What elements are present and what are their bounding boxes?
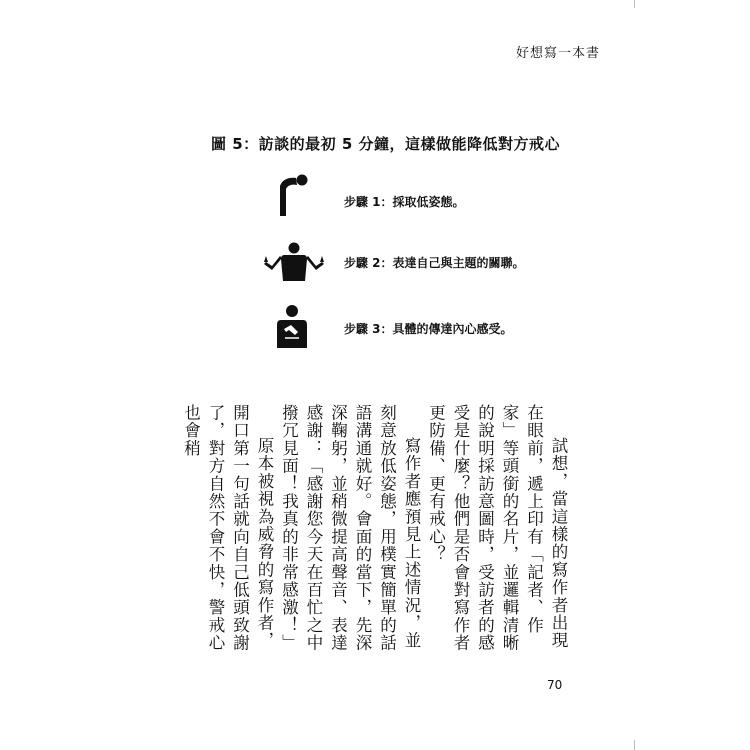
open-arms-person-icon: [262, 242, 326, 282]
bowing-person-icon: [276, 172, 310, 218]
crop-mark-bottom: [634, 740, 635, 750]
step-label-1: 步驟 1：採取低姿態。: [344, 195, 465, 209]
paragraph: 原本被視為威脅的寫作者，開口第一句話就向自己低頭致謝了，對方自然不會不快，警戒心也會稍: [181, 404, 274, 652]
step-label-3: 步驟 3：具體的傳達內心感受。: [344, 322, 513, 336]
running-header: 好想寫一本書: [515, 46, 600, 61]
figure-title: 圖 5：訪談的最初 5 分鐘，這樣做能降低對方戒心: [211, 135, 561, 153]
paragraph: 試想，當這樣的寫作者出現在眼前，遞上印有「記者、作家」等頭銜的名片，並邏輯清晰的說明採訪意圖時，受訪者的感受是什麼？他們是否會對寫作者更防備、更有戒心？: [426, 404, 568, 652]
hand-on-heart-person-icon: [275, 304, 309, 350]
crop-mark-top: [634, 0, 635, 8]
page-number: 70: [547, 678, 563, 692]
paragraph: 寫作者應預見上述情況，並刻意放低姿態，用樸實簡單的話語溝通就好。會面的當下，先深深鞠躬，並稍微提高聲音、表達感謝：「感謝您今天在百忙之中撥冗見面！我真的非常感激！」: [279, 404, 421, 652]
body-text: [178, 404, 570, 652]
step-label-2: 步驟 2：表達自己與主題的關聯。: [344, 256, 525, 270]
